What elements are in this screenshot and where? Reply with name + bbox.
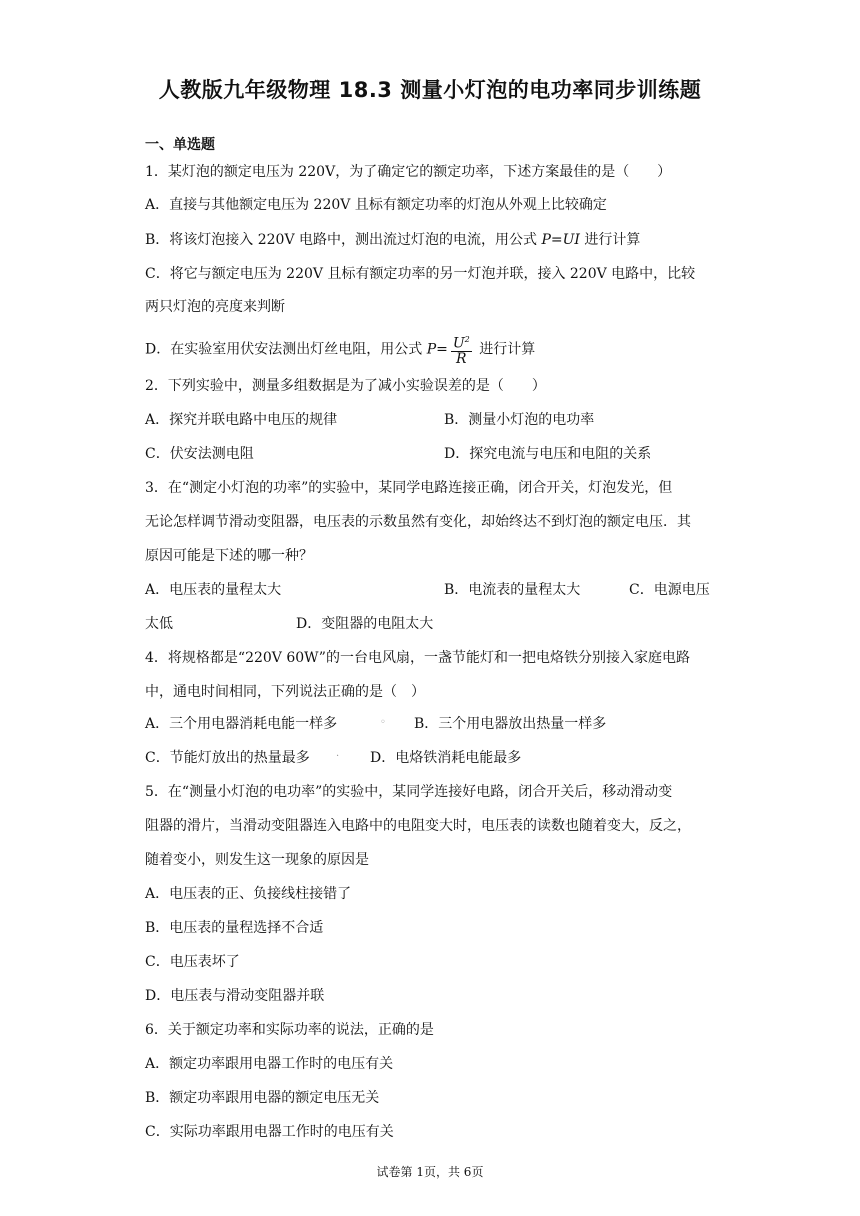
q3-stem-line1: 3．在“测定小灯泡的功率”的实验中，某同学电路连接正确，闭合开关，灯泡发光，但 bbox=[145, 480, 673, 496]
q1-stem: 1．某灯泡的额定电压为 220V，为了确定它的额定功率，下述方案最佳的是（ ） bbox=[145, 164, 672, 180]
q3-option-c: C．电源电压 bbox=[629, 582, 710, 598]
q6-option-b: B．额定功率跟用电器的额定电压无关 bbox=[145, 1090, 380, 1106]
q2-option-c: C．伏安法测电阻 bbox=[145, 446, 254, 462]
q4-option-d: D．电烙铁消耗电能最多 bbox=[370, 750, 522, 766]
bullet-mark: ◦ bbox=[380, 717, 386, 728]
q2-option-b: B．测量小灯泡的电功率 bbox=[444, 412, 595, 428]
q3-option-d: D．变阻器的电阻太大 bbox=[296, 616, 434, 632]
q5-option-c: C．电压表坏了 bbox=[145, 954, 240, 970]
q6-stem: 6．关于额定功率和实际功率的说法，正确的是 bbox=[145, 1022, 434, 1038]
q5-option-b: B．电压表的量程选择不合适 bbox=[145, 920, 324, 936]
q1-option-c-line1: C．将它与额定电压为 220V 且标有额定功率的另一灯泡并联，接入 220V 电路中，比较 bbox=[145, 266, 696, 282]
q3-stem-line3: 原因可能是下述的哪一种？ bbox=[145, 548, 313, 564]
q1-option-a: A．直接与其他额定电压为 220V 且标有额定功率的灯泡从外观上比较确定 bbox=[145, 197, 607, 213]
q1-option-d bbox=[145, 333, 535, 366]
q2-stem: 2．下列实验中，测量多组数据是为了减小实验误差的是（ ） bbox=[145, 378, 546, 394]
q3-option-a: A．电压表的量程太大 bbox=[145, 582, 282, 598]
q1-option-d-text: D．在实验室用伏安法测出灯丝电阻，用公式 bbox=[145, 341, 427, 358]
q1-option-b-formula: P=UI bbox=[541, 232, 580, 248]
q3-option-c-cont: 太低 bbox=[145, 616, 173, 632]
q1-option-d-tail: 进行计算 bbox=[474, 341, 536, 358]
q6-option-a: A．额定功率跟用电器工作时的电压有关 bbox=[145, 1056, 394, 1072]
q3-option-b: B．电流表的量程太大 bbox=[444, 582, 581, 598]
q1-option-d-formula-p: P= bbox=[426, 341, 448, 358]
q1-option-b bbox=[145, 230, 640, 250]
q1-option-b-text: B．将该灯泡接入 220V 电路中，测出流过灯泡的电流，用公式 bbox=[145, 232, 542, 248]
q6-option-c: C．实际功率跟用电器工作时的电压有关 bbox=[145, 1124, 394, 1140]
bullet-mark: · bbox=[336, 751, 340, 762]
q2-option-d: D．探究电流与电压和电阻的关系 bbox=[444, 446, 652, 462]
fraction-denominator: R bbox=[456, 350, 467, 367]
page-footer: 试卷第 1页，共 6页 bbox=[376, 1165, 484, 1179]
section-heading: 一、单选题 bbox=[145, 137, 215, 153]
fraction-numerator: $U^2$ bbox=[452, 335, 470, 352]
q4-option-a: A．三个用电器消耗电能一样多 bbox=[145, 716, 338, 732]
page-title: 人教版九年级物理 18.3 测量小灯泡的电功率同步训练题 bbox=[158, 78, 702, 102]
q5-option-d: D．电压表与滑动变阻器并联 bbox=[145, 988, 325, 1004]
formula-fraction bbox=[451, 333, 472, 366]
q4-option-c: C．节能灯放出的热量最多 bbox=[145, 750, 310, 766]
q4-stem-line1: 4．将规格都是“220V 60W”的一台电风扇，一盏节能灯和一把电烙铁分别接入家庭电路 bbox=[145, 650, 690, 666]
q5-stem-line2: 阻器的滑片，当滑动变阻器连入电路中的电阻变大时，电压表的读数也随着变大，反之， bbox=[145, 818, 691, 834]
q1-option-b-tail: 进行计算 bbox=[579, 232, 641, 248]
q3-stem-line2: 无论怎样调节滑动变阻器，电压表的示数虽然有变化，却始终达不到灯泡的额定电压．其 bbox=[145, 514, 691, 530]
q4-stem-line2: 中，通电时间相同，下列说法正确的是（ ） bbox=[145, 684, 425, 700]
q5-stem-line1: 5．在“测量小灯泡的电功率”的实验中，某同学连接好电路，闭合开关后，移动滑动变 bbox=[145, 784, 673, 800]
q5-stem-line3: 随着变小，则发生这一现象的原因是 bbox=[145, 852, 369, 868]
q2-option-a: A．探究并联电路中电压的规律 bbox=[145, 412, 338, 428]
q4-option-b: B．三个用电器放出热量一样多 bbox=[414, 716, 607, 732]
q5-option-a: A．电压表的正、负接线柱接错了 bbox=[145, 886, 352, 902]
q1-option-c-line2: 两只灯泡的亮度来判断 bbox=[145, 299, 285, 315]
